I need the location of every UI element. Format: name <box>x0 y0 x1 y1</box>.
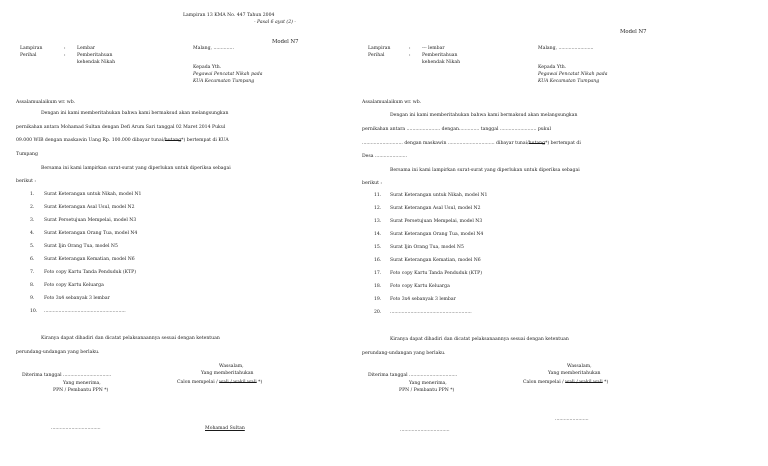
closing-line1: Kiranya dapat dihadiri dan dicatat pelaksanaannya sesuai dengan ketentuan <box>390 337 569 342</box>
closing-line2: perundang-undangan yang berlaku. <box>362 351 446 356</box>
para1-line3 <box>16 139 229 144</box>
para1-line3-strike: hutang <box>528 141 546 146</box>
para1-line2: pernikahan antara Mohamad Sultan dengan Defi Arum Sari tanggal 02 Maret 2014 Pukul <box>16 125 226 130</box>
para1-line3-b: *) bertempat di KUA <box>181 138 229 143</box>
item-text: Foto 3x4 sebanyak 3 lembar <box>390 297 456 302</box>
list-item <box>374 272 482 277</box>
list-item <box>30 206 135 211</box>
signature-sender: ....................... <box>555 417 589 422</box>
closing-line1: Kiranya dapat dihadiri dan dicatat pelaksanaannya sesuai dengan ketentuan <box>41 336 220 341</box>
list-item <box>30 284 104 289</box>
lampiran-value: --- lembar <box>422 46 445 51</box>
list-item <box>374 298 456 303</box>
calon-mempelai <box>177 381 262 386</box>
calon-mempelai-b: *) <box>256 380 263 385</box>
perihal-line1: Pemberitahuan <box>77 53 113 58</box>
item-num: 9. <box>30 296 35 301</box>
item-text: Surat Persetujuan Mempelai, model N3 <box>390 219 483 224</box>
yang-memberitahukan: Yang memberitahukan <box>201 371 254 376</box>
item-text: Surat Keterangan untuk Nikah, model N1 <box>44 192 142 197</box>
item-text: Surat Keterangan Kematian, model N6 <box>44 257 135 262</box>
calon-mempelai-strike: wali / wakil wali <box>219 380 257 385</box>
lampiran-label: Lampiran <box>368 46 391 51</box>
item-num: 7. <box>30 270 35 275</box>
item-num: 1. <box>30 192 35 197</box>
para1-line1: Dengan ini kami memberitahukan bahwa kami bermaksud akan melangsungkan <box>390 113 578 118</box>
calon-mempelai-a: Calon mempelai / <box>177 380 220 385</box>
list-item <box>30 310 126 315</box>
item-text: Foto copy Kartu Tanda Penduduk (KTP) <box>390 271 483 276</box>
item-num: 12. <box>374 206 382 211</box>
item-num: 3. <box>30 218 35 223</box>
wassalam: Wassalam, <box>567 364 592 369</box>
para1-line3-a: ............................ dengan maskawin ................................ dibayar tunai/ <box>362 141 529 146</box>
perihal-sep: : <box>409 53 411 58</box>
item-text: Surat Keterangan Kematian, model N6 <box>390 258 481 263</box>
signature-sender: Mohamad Sultan <box>205 426 245 431</box>
item-text: Surat Keterangan Orang Tua, model N4 <box>390 232 484 237</box>
list-item <box>30 193 141 198</box>
para1-line4: Tumpang <box>16 152 38 157</box>
perihal-line2: kehendak Nikah <box>77 60 116 65</box>
list-item <box>30 232 137 237</box>
calon-mempelai-a: Calon mempelai / <box>523 380 566 385</box>
para2-line1: Bersama ini kami lampirkan surat-surat yang diperlukan untuk diperiksa sebagai <box>41 166 231 171</box>
para2-line2: berikut : <box>16 179 36 184</box>
place-date: Malang, ........................ <box>538 46 594 51</box>
list-item <box>30 219 136 224</box>
item-text: Surat Ijin Orang Tua, model N5 <box>390 245 464 250</box>
place-date: Malang, .............. <box>193 46 234 51</box>
para1-line2: pernikahan antara ....................... dengan.............. tanggal ......................... pukul <box>362 127 551 132</box>
ppn-label: PPN / Pembantu PPN *) <box>399 388 455 393</box>
item-text: Foto copy Kartu Keluarga <box>44 283 104 288</box>
calon-mempelai-b: *) <box>602 380 609 385</box>
diterima-tanggal: Diterima tanggal ................................. <box>368 373 458 378</box>
para2-line1: Bersama ini kami lampirkan surat-surat yang diperlukan untuk diperiksa sebagai <box>390 168 580 173</box>
list-item <box>30 245 118 250</box>
signature-receiver: .................................. <box>51 426 101 431</box>
para2-line2: berikut : <box>362 181 382 186</box>
kepada-line3: KUA Kecamatan Tumpang <box>193 79 255 84</box>
item-text: Surat Keterangan Orang Tua, model N4 <box>44 231 138 236</box>
lampiran-sep: : <box>64 46 66 51</box>
salam: Assalamualaikum wr. wb. <box>362 100 422 105</box>
pasal-header: - Pasal 6 ayat (2) - <box>254 20 296 25</box>
item-text: Foto copy Kartu Keluarga <box>390 284 450 289</box>
kepada: Kepada Yth. <box>193 65 222 70</box>
item-num: 15. <box>374 245 382 250</box>
signature-receiver: .................................. <box>400 428 450 433</box>
list-item <box>30 271 136 276</box>
item-text: Surat Keterangan Asal Usul, model N2 <box>390 206 481 211</box>
list-item <box>374 233 483 238</box>
lampiran-value: Lembar <box>77 46 96 51</box>
kepada-line2: Pegawai Pencatat Nikah pada <box>193 72 263 77</box>
para1-line3 <box>362 142 581 147</box>
item-num: 4. <box>30 231 35 236</box>
list-item <box>374 259 481 264</box>
item-text: ........................................................ <box>390 310 472 315</box>
para1-line3-strike: hutang <box>164 138 182 143</box>
yang-menerima: Yang menerima, <box>63 381 101 386</box>
item-num: 10. <box>30 309 38 314</box>
item-num: 5. <box>30 244 35 249</box>
list-item <box>30 297 110 302</box>
diterima-tanggal: Diterima tanggal ................................. <box>22 373 112 378</box>
lampiran-label: Lampiran <box>20 46 43 51</box>
kepada-line3: KUA Kecamatan Tumpang <box>538 79 600 84</box>
calon-mempelai-strike: wali / wakil wali <box>565 380 603 385</box>
list-item <box>374 246 464 251</box>
item-num: 20. <box>374 310 382 315</box>
closing-line2: perundang-undangan yang berlaku. <box>16 350 100 355</box>
list-item <box>374 285 450 290</box>
item-text: Surat Ijin Orang Tua, model N5 <box>44 244 118 249</box>
item-text: Foto copy Kartu Tanda Penduduk (KTP) <box>44 270 137 275</box>
item-num: 8. <box>30 283 35 288</box>
kepada-line2: Pegawai Pencatat Nikah pada <box>538 72 608 77</box>
perihal-line2: kehendak Nikah <box>422 60 461 65</box>
lampiran-sep: : <box>409 46 411 51</box>
model-label: Model N7 <box>272 39 299 45</box>
list-item <box>374 194 487 199</box>
item-num: 13. <box>374 219 382 224</box>
item-num: 11. <box>374 193 382 198</box>
perihal-line1: Pemberitahuan <box>422 53 458 58</box>
item-text: Surat Keterangan Asal Usul, model N2 <box>44 205 135 210</box>
para1-line3-a: 09.000 WIB dengan maskawin Uang Rp. 100.000 dibayar tunai/ <box>16 138 165 143</box>
item-text: Surat Keterangan untuk Nikah, model N1 <box>390 193 488 198</box>
item-num: 19. <box>374 297 382 302</box>
para1-line4: Desa ...................... <box>362 154 408 159</box>
list-item <box>374 207 481 212</box>
yang-menerima: Yang menerima, <box>409 381 447 386</box>
item-num: 17. <box>374 271 382 276</box>
salam: Assalamualaikum wr. wb. <box>16 100 76 105</box>
item-num: 14. <box>374 232 382 237</box>
calon-mempelai <box>523 381 608 386</box>
item-num: 6. <box>30 257 35 262</box>
item-num: 2. <box>30 205 35 210</box>
lampiran-kma-header: Lampiran 13 KMA No. 447 Tahun 2004 <box>183 13 275 18</box>
ppn-label: PPN / Pembantu PPN *) <box>53 388 109 393</box>
model-label: Model N7 <box>620 29 647 35</box>
form-right <box>362 0 768 466</box>
para1-line1: Dengan ini kami memberitahukan bahwa kami bermaksud akan melangsungkan <box>41 111 229 116</box>
item-text: Foto 3x4 sebanyak 3 lembar <box>44 296 110 301</box>
item-text: Surat Persetujuan Mempelai, model N3 <box>44 218 137 223</box>
item-num: 18. <box>374 284 382 289</box>
perihal-sep: : <box>64 53 66 58</box>
list-item <box>374 220 482 225</box>
perihal-label: Perihal <box>368 53 385 58</box>
item-text: ........................................................ <box>44 309 126 314</box>
perihal-label: Perihal <box>20 53 37 58</box>
yang-memberitahukan: Yang memberitahukan <box>548 371 601 376</box>
para1-line3-b: *) bertempat di <box>545 141 581 146</box>
list-item <box>30 258 135 263</box>
wassalam: Wassalam, <box>219 364 244 369</box>
kepada: Kepada Yth. <box>538 65 567 70</box>
item-num: 16. <box>374 258 382 263</box>
list-item <box>374 311 472 316</box>
